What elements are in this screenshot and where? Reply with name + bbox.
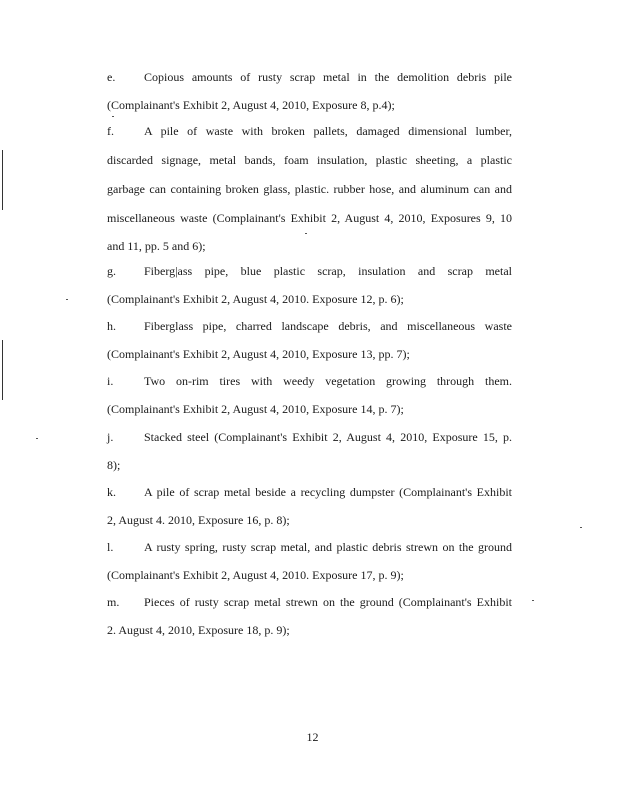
scan-margin-mark [2,150,3,210]
scan-speck [532,600,534,601]
item-text-line: A pile of scrap metal beside a recycling dumpster (Complainant's Exhibit [144,485,512,499]
item-text-line: (Complainant's Exhibit 2, August 4, 2010. Exposure 12, p. 6); [107,292,404,306]
item-text-line: discarded signage, metal bands, foam insulation, plastic sheeting, a plastic [107,153,512,167]
item-text-line: Two on-rim tires with weedy vegetation growing through them. [144,374,512,388]
item-text-line: (Complainant's Exhibit 2, August 4, 2010. Exposure 17, p. 9); [107,568,404,582]
item-text-line: garbage can containing broken glass, plastic. rubber hose, and aluminum can and [107,182,512,196]
scan-speck [66,299,68,300]
scan-speck [305,233,307,234]
item-text-line: and 11, pp. 5 and 6); [107,239,206,253]
item-letter: m. [107,595,120,609]
scan-speck [36,438,38,439]
item-letter: g. [107,264,116,278]
item-letter: l. [107,540,114,554]
item-text-line: 8); [107,458,121,472]
item-text-line: Pieces of rusty scrap metal strewn on the ground (Complainant's Exhibit [144,595,512,609]
page-number: 12 [306,730,319,744]
item-letter: j. [107,430,114,444]
item-text-line: (Complainant's Exhibit 2, August 4, 2010, Exposure 8, p.4); [107,98,395,112]
scan-speck [112,116,114,117]
scan-speck [580,527,582,528]
item-text-line: Stacked steel (Complainant's Exhibit 2, August 4, 2010, Exposure 15, p. [144,430,512,444]
item-letter: e. [107,70,116,84]
item-text-line: A rusty spring, rusty scrap metal, and plastic debris strewn on the ground [144,540,512,554]
item-text-line: Copious amounts of rusty scrap metal in the demolition debris pile [144,70,512,84]
item-text-line: (Complainant's Exhibit 2, August 4, 2010, Exposure 13, pp. 7); [107,347,410,361]
item-text-line: A pile of waste with broken pallets, damaged dimensional lumber, [144,124,512,138]
item-text-line: Fiberg|ass pipe, blue plastic scrap, insulation and scrap metal [144,264,512,278]
item-text-line: 2. August 4, 2010, Exposure 18, p. 9); [107,623,290,637]
item-letter: h. [107,319,116,333]
item-text-line: (Complainant's Exhibit 2, August 4, 2010, Exposure 14, p. 7); [107,402,404,416]
item-text-line: miscellaneous waste (Complainant's Exhibit 2, August 4, 2010, Exposures 9, 10 [107,211,512,225]
item-letter: f. [107,124,114,138]
scan-margin-mark [2,340,3,400]
item-letter: i. [107,374,114,388]
item-letter: k. [107,485,116,499]
item-text-line: 2, August 4. 2010, Exposure 16, p. 8); [107,513,290,527]
item-text-line: Fiberglass pipe, charred landscape debris, and miscellaneous waste [144,319,512,333]
